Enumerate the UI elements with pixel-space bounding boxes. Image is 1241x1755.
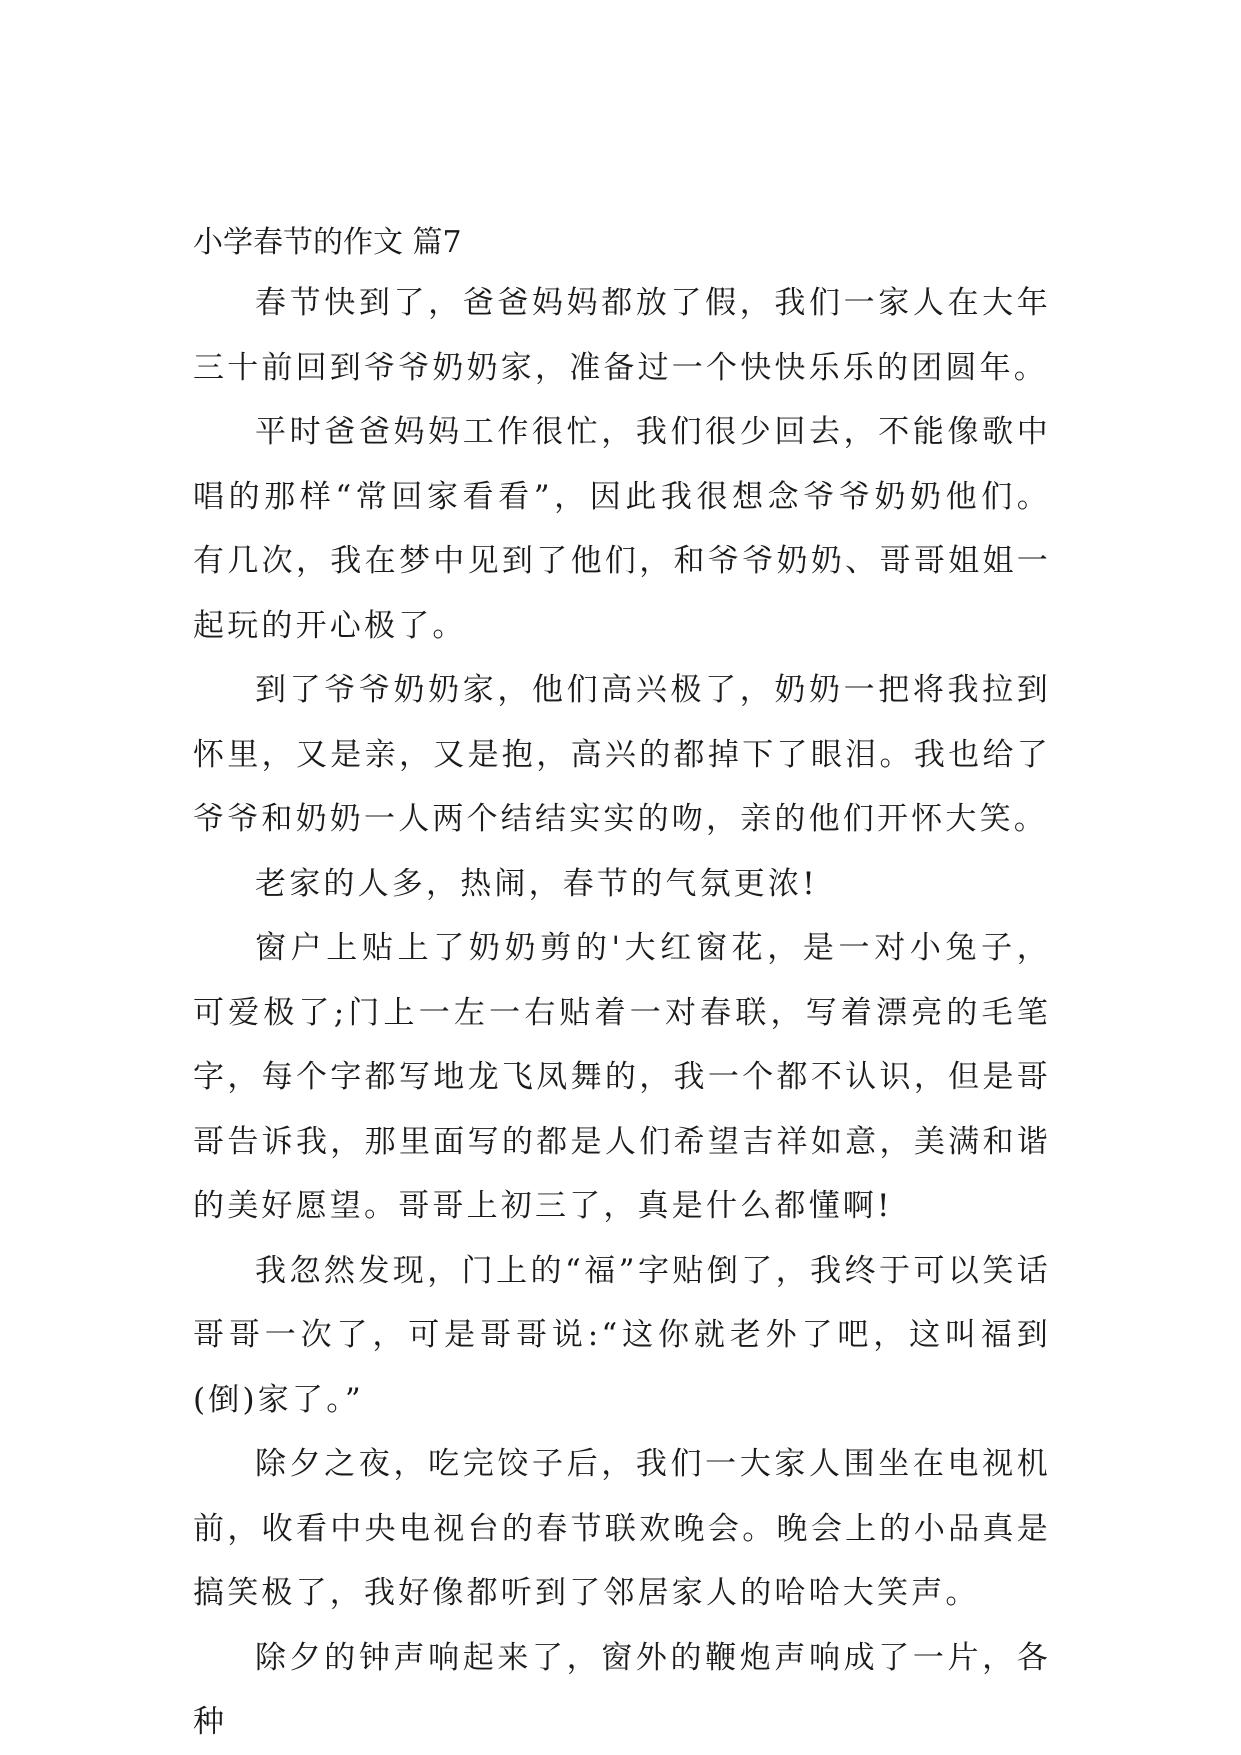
essay-paragraph-1: 春节快到了，爸爸妈妈都放了假，我们一家人在大年三十前回到爷爷奶奶家，准备过一个快快乐乐的团圆年。 [193,285,1051,386]
essay-paragraph-8: 除夕的钟声响起来了，窗外的鞭炮声响成了一片，各种 [193,1639,1051,1740]
essay-title: 小学春节的作文 篇7 [193,225,462,260]
essay-body [193,215,1051,1755]
essay-paragraph-4: 老家的人多，热闹，春节的气氛更浓! [255,865,818,902]
essay-paragraph-5: 窗户上贴上了奶奶剪的'大红窗花，是一对小兔子，可爱极了;门上一左一右贴着一对春联，写着漂亮的毛笔字，每个字都写地龙飞凤舞的，我一个都不认识，但是哥哥告诉我，那里面写的都是人们希望吉祥如意，美满和谐的美好愿望。哥哥上初三了，真是什么都懂啊! [193,930,1051,1224]
essay-paragraph-6: 我忽然发现，门上的“福”字贴倒了，我终于可以笑话哥哥一次了，可是哥哥说:“这你就老外了吧，这叫福到(倒)家了。” [193,1252,1051,1418]
essay-paragraph-7: 除夕之夜，吃完饺子后，我们一大家人围坐在电视机前，收看中央电视台的春节联欢晚会。晚会上的小品真是搞笑极了，我好像都听到了邻居家人的哈哈大笑声。 [193,1446,1051,1611]
essay-paragraph-3: 到了爷爷奶奶家，他们高兴极了，奶奶一把将我拉到怀里，又是亲，又是抱，高兴的都掉下了眼泪。我也给了爷爷和奶奶一人两个结结实实的吻，亲的他们开怀大笑。 [193,672,1051,837]
essay-paragraph-2: 平时爸爸妈妈工作很忙，我们很少回去，不能像歌中唱的那样“常回家看看”，因此我很想念爷爷奶奶他们。有几次，我在梦中见到了他们，和爷爷奶奶、哥哥姐姐一起玩的开心极了。 [193,414,1051,644]
